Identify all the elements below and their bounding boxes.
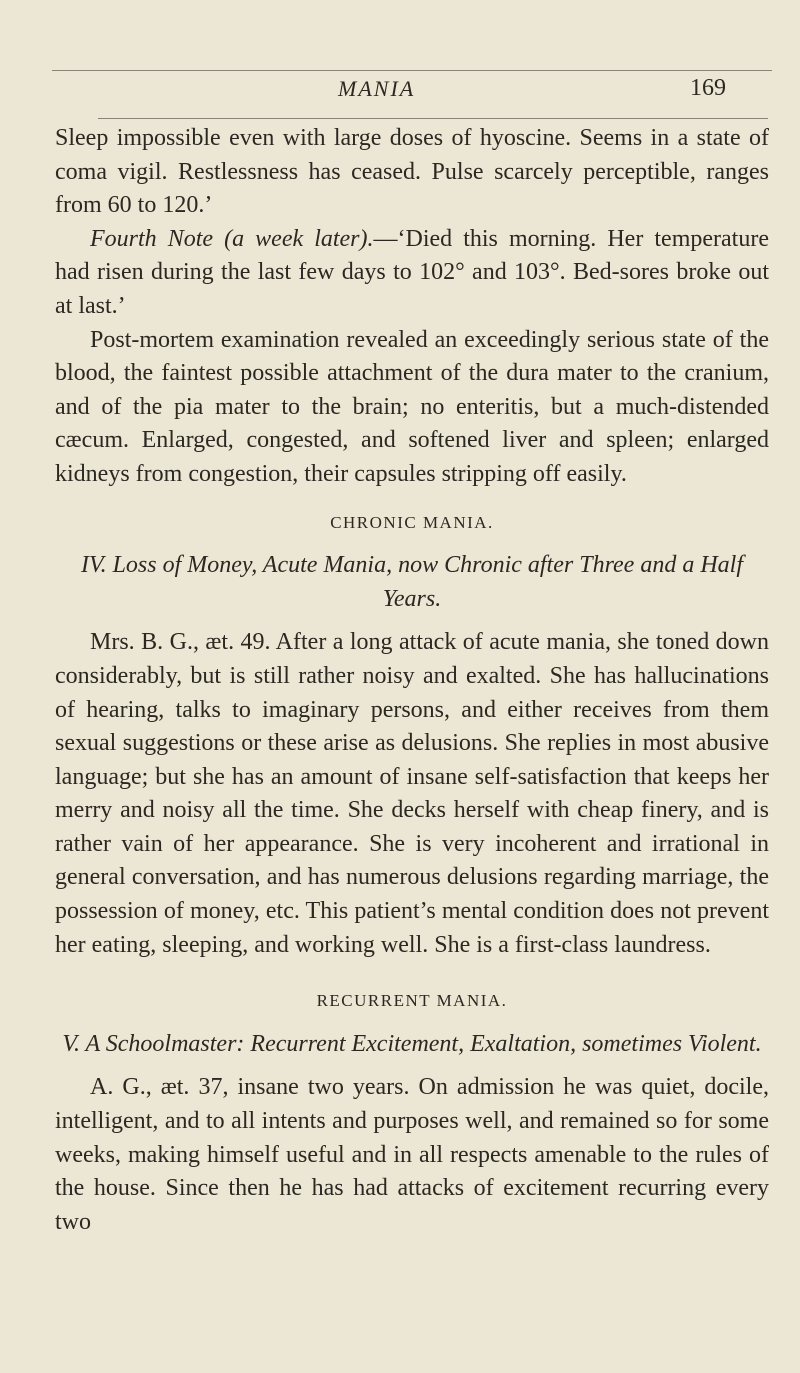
fourth-note-text: —‘Died this morning. Her temperature had risen during the last few days to 102° and 103°. Bed-sores broke out at last.’ <box>55 225 769 319</box>
paragraph-post-mortem: Post-mortem examination revealed an exceedingly serious state of the blood, the faintest possible attachment of the dura mater to the cranium, and of the pia mater to the brain; no enteritis, but a much-distended cæcum. Enlarged, congested, and softened liver and spleen; enlarged kidneys from congestion, their capsules stripping off easily. <box>55 326 769 487</box>
paragraph-case-v: A. G., æt. 37, insane two years. On admission he was quiet, docile, intelligent, and to all intents and purposes well, and remained so for some weeks, making himself useful and in all respects amenable to the rules of the house. Since then he has had attacks of excitement recurring every two <box>55 1074 769 1235</box>
spacer <box>55 962 769 970</box>
running-head: MANIA <box>338 76 416 101</box>
header-rule <box>52 70 772 71</box>
page-number: 169 <box>690 75 726 101</box>
body-text <box>55 122 769 1239</box>
paragraph-case-iv: Mrs. B. G., æt. 49. After a long attack of acute mania, she toned down considerably, but is still rather noisy and exalted. She has hallucinations of hearing, talks to imaginary persons, and either receives from them sexual suggestions or these arise as delusions. She replies in most abusive language; but she has an amount of insane self-satisfaction that keeps her merry and noisy all the time. She decks herself with cheap finery, and is rather vain of her appearance. She is very incoherent and irrational in general conversation, and has numerous delusions regarding marriage, the possession of money, etc. This patient’s mental condition does not prevent her eating, sleeping, and working well. She is a first-class laundress. <box>55 629 769 958</box>
header-underline <box>98 118 768 119</box>
section-heading-recurrent: RECURRENT MANIA. <box>316 991 508 1011</box>
fourth-note-label: Fourth Note (a week later). <box>90 225 374 252</box>
section-heading-chronic: CHRONIC MANIA. <box>330 512 494 532</box>
case-title-iv: IV. Loss of Money, Acute Mania, now Chronic after Three and a Half Years. <box>81 552 743 612</box>
case-title-v: V. A Schoolmaster: Recurrent Excitement, Exaltation, sometimes Violent. <box>62 1030 762 1057</box>
paragraph-fourth-note <box>55 223 769 324</box>
paragraph-hyoscine: Sleep impossible even with large doses of hyoscine. Seems in a state of coma vigil. Restlessness has ceased. Pulse scarcely perceptible, ranges from 60 to 120.’ <box>55 125 769 219</box>
